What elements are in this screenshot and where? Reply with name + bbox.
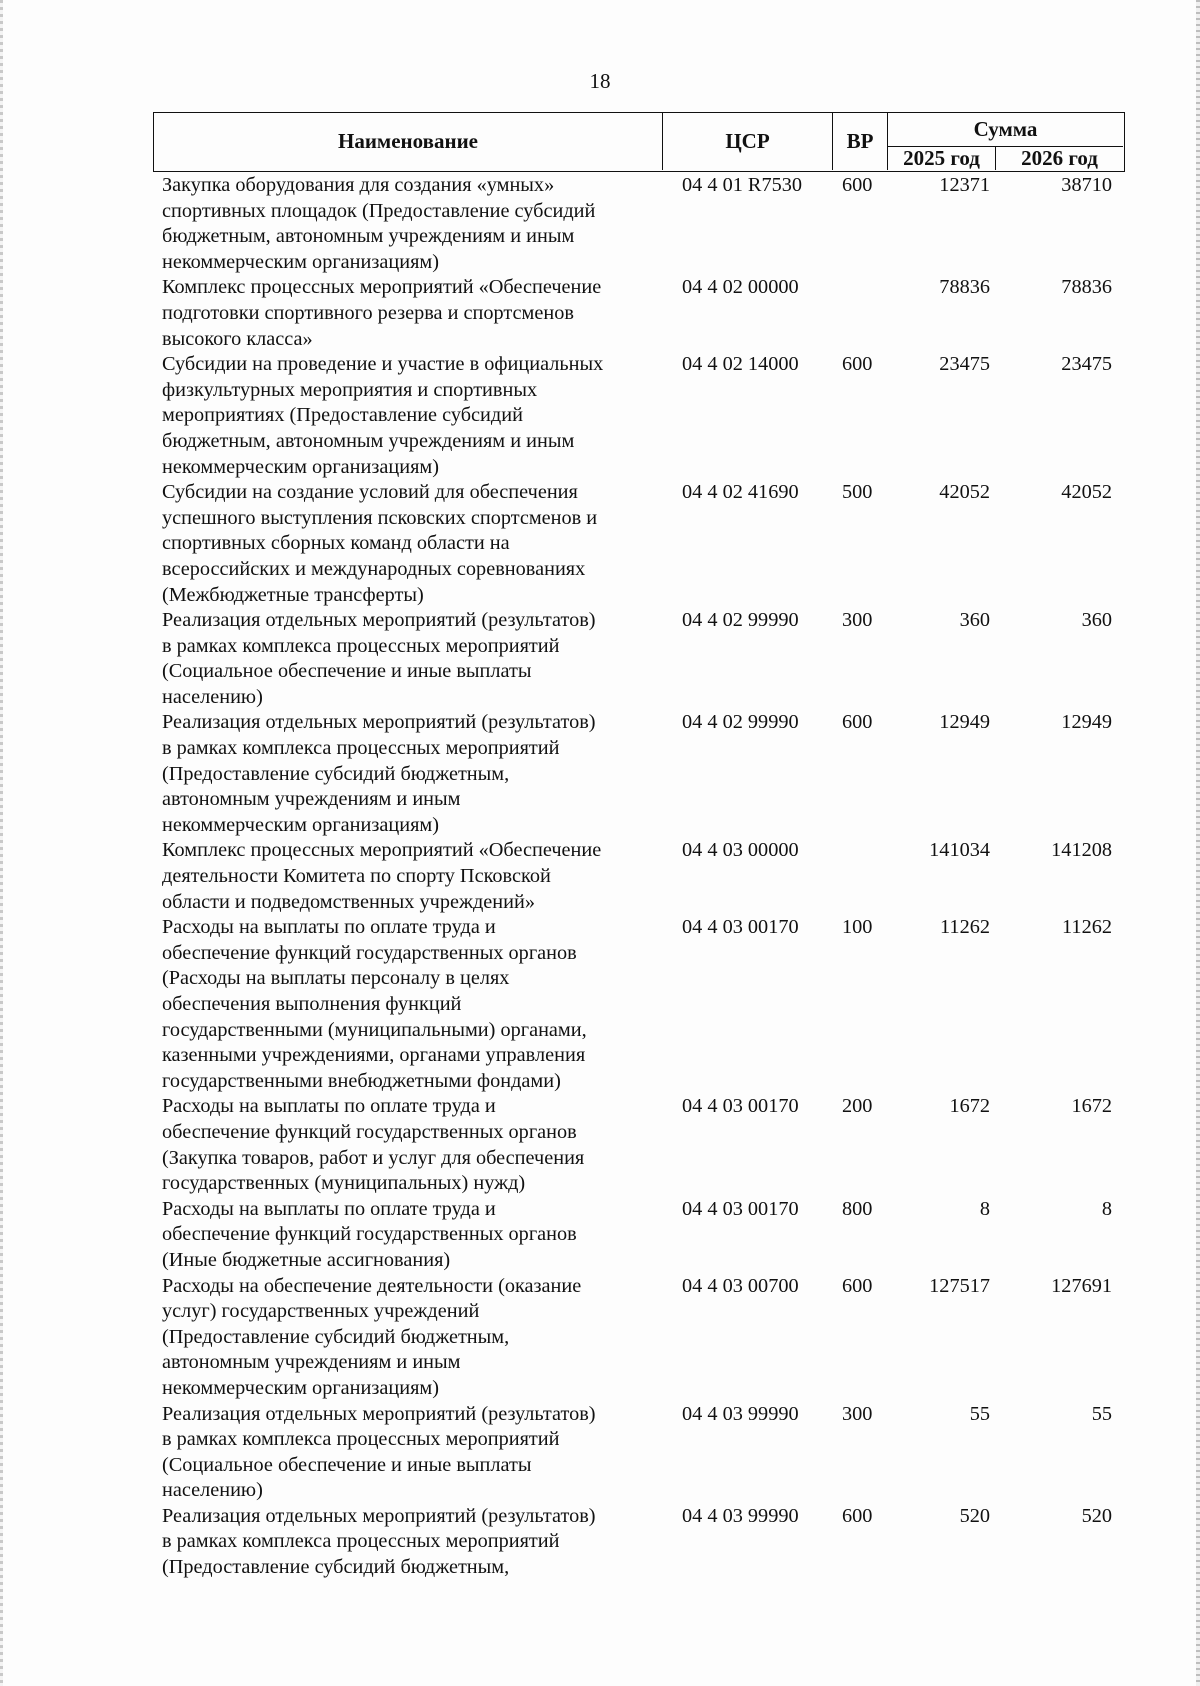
- row-name-line: подготовки спортивного резерва и спортсменов: [162, 301, 574, 324]
- row-name-line: некоммерческим организациям): [162, 813, 440, 836]
- row-name-line: (Предоставление субсидий бюджетным,: [162, 762, 510, 785]
- row-name: [162, 608, 656, 710]
- row-name: [162, 173, 656, 275]
- row-name-line: (Предоставление субсидий бюджетным,: [162, 1556, 510, 1579]
- row-name-line: Расходы на выплаты по оплате труда и: [162, 1095, 496, 1118]
- row-csr: 04 4 02 99990: [682, 609, 799, 632]
- header-csr: ЦСР: [663, 113, 833, 170]
- row-sum-2025: 55: [969, 1402, 990, 1425]
- row-name-line: в рамках комплекса процессных мероприятий: [162, 737, 560, 760]
- row-vr: 600: [842, 174, 873, 196]
- table-row: [162, 1197, 1112, 1274]
- table-row: [162, 1094, 1112, 1196]
- row-csr: 04 4 03 00170: [682, 1197, 799, 1220]
- row-sum-2026: 520: [1081, 1504, 1112, 1527]
- row-sum-2026: 38710: [1061, 174, 1112, 196]
- row-sum-2025: 520: [959, 1504, 990, 1527]
- row-name-line: Закупка оборудования для создания «умных»: [162, 174, 555, 196]
- row-sum-2026: 42052: [1061, 481, 1112, 504]
- row-vr: 600: [842, 1504, 873, 1527]
- table-row: [162, 1274, 1112, 1402]
- table-row: [162, 710, 1112, 838]
- table-row: [162, 1402, 1112, 1504]
- row-sum-2025: 78836: [939, 276, 990, 299]
- row-vr: 200: [842, 1095, 873, 1118]
- row-csr: 04 4 03 00000: [682, 839, 799, 862]
- row-name-line: обеспечения выполнения функций: [162, 993, 462, 1015]
- row-csr: 04 4 02 41690: [682, 481, 799, 504]
- row-sum-2026: 78836: [1061, 276, 1112, 299]
- row-name-line: обеспечение функций государственных органов: [162, 941, 577, 964]
- row-name-line: в рамках комплекса процессных мероприятий: [162, 634, 560, 657]
- row-name-line: казенными учреждениями, органами управления: [162, 1044, 586, 1067]
- row-vr: 300: [842, 609, 873, 632]
- row-name-line: мероприятиях (Предоставление субсидий: [162, 404, 523, 427]
- row-sum-2026: 8: [1101, 1197, 1112, 1220]
- row-name-line: в рамках комплекса процессных мероприятий: [162, 1530, 560, 1553]
- row-name-line: всероссийских и международных соревнованиях: [162, 557, 586, 580]
- row-sum-2025: 12371: [939, 174, 990, 196]
- row-name-line: в рамках комплекса процессных мероприятий: [162, 1428, 560, 1451]
- row-csr: 04 4 01 R7530: [682, 174, 803, 196]
- row-name-line: Реализация отдельных мероприятий (результатов): [162, 1402, 596, 1425]
- row-vr: 800: [842, 1197, 873, 1220]
- row-name-line: некоммерческим организациям): [162, 250, 440, 273]
- row-csr: 04 4 03 00170: [682, 1095, 799, 1118]
- row-name-line: автономным учреждениям и иным: [162, 788, 461, 811]
- row-name-line: услуг) государственных учреждений: [162, 1300, 480, 1323]
- row-name-line: Реализация отдельных мероприятий (результатов): [162, 609, 596, 632]
- row-name-line: населению): [162, 685, 263, 708]
- row-name-line: (Расходы на выплаты персоналу в целях: [162, 967, 510, 990]
- row-sum-2026: 141208: [1051, 839, 1112, 862]
- row-sum-2026: 55: [1091, 1402, 1112, 1425]
- row-name-line: Реализация отдельных мероприятий (результатов): [162, 1504, 596, 1527]
- header-year-2026: 2026 год: [1021, 146, 1098, 170]
- row-sum-2026: 23475: [1061, 353, 1112, 376]
- table-row: [162, 915, 1112, 1094]
- row-name: [162, 1274, 656, 1402]
- row-name-line: населению): [162, 1479, 263, 1502]
- row-sum-2026: 11262: [1062, 916, 1112, 939]
- row-name-line: обеспечение функций государственных органов: [162, 1120, 577, 1143]
- header-year-2025: 2025 год: [888, 147, 996, 170]
- row-name-line: Комплекс процессных мероприятий «Обеспечение: [162, 839, 602, 862]
- row-name: [162, 1197, 656, 1274]
- row-name-line: бюджетным, автономным учреждениям и иным: [162, 225, 575, 248]
- row-name-line: (Межбюджетные трансферты): [162, 583, 424, 606]
- row-sum-2026: 1672: [1071, 1095, 1112, 1118]
- row-name-line: государственных (муниципальных) нужд): [162, 1172, 526, 1195]
- row-sum-2025: 8: [979, 1197, 990, 1220]
- table-body: [162, 173, 1112, 1581]
- row-csr: 04 4 03 99990: [682, 1402, 799, 1425]
- row-name-line: успешного выступления псковских спортсменов и: [162, 506, 598, 529]
- row-csr: 04 4 02 14000: [682, 353, 799, 376]
- row-name-line: Субсидии на создание условий для обеспечения: [162, 481, 578, 504]
- row-sum-2025: 11262: [940, 916, 990, 939]
- row-name: [162, 710, 656, 838]
- row-name-line: Расходы на выплаты по оплате труда и: [162, 916, 496, 939]
- row-sum-2026: 127691: [1051, 1274, 1112, 1297]
- row-name-line: спортивных сборных команд области на: [162, 532, 510, 555]
- table-row: [162, 838, 1112, 915]
- row-name: [162, 480, 656, 608]
- table-row: [162, 1504, 1112, 1581]
- row-name-line: спортивных площадок (Предоставление субсидий: [162, 199, 596, 222]
- row-sum-2025: 360: [959, 609, 990, 632]
- row-name-line: государственными (муниципальными) органами,: [162, 1018, 587, 1041]
- row-name-line: (Закупка товаров, работ и услуг для обеспечения: [162, 1146, 585, 1169]
- row-name: [162, 1402, 656, 1504]
- row-name: [162, 1094, 656, 1196]
- row-name: [162, 838, 656, 915]
- row-sum-2026: 12949: [1061, 711, 1112, 734]
- row-csr: 04 4 03 00170: [682, 916, 799, 939]
- row-name-line: бюджетным, автономным учреждениям и иным: [162, 429, 575, 452]
- row-name-line: высокого класса»: [162, 327, 313, 350]
- scan-edge-right: [1196, 0, 1200, 1686]
- row-sum-2025: 141034: [929, 839, 990, 862]
- row-name-line: физкультурных мероприятия и спортивных: [162, 378, 538, 401]
- row-csr: 04 4 03 99990: [682, 1504, 799, 1527]
- header-sum: Сумма: [888, 113, 1123, 147]
- row-name-line: Расходы на выплаты по оплате труда и: [162, 1197, 496, 1220]
- row-sum-2025: 23475: [939, 353, 990, 376]
- page-number: 18: [589, 69, 611, 93]
- table-header: [153, 112, 1125, 172]
- row-name-line: (Предоставление субсидий бюджетным,: [162, 1325, 510, 1348]
- row-name: [162, 1504, 656, 1581]
- row-vr: 100: [842, 916, 873, 939]
- table-row: [162, 275, 1112, 352]
- row-name-line: (Социальное обеспечение и иные выплаты: [162, 660, 532, 683]
- row-name-line: (Иные бюджетные ассигнования): [162, 1248, 451, 1271]
- row-name-line: Комплекс процессных мероприятий «Обеспечение: [162, 276, 602, 299]
- row-name-line: Расходы на обеспечение деятельности (оказание: [162, 1274, 582, 1297]
- row-vr: 600: [842, 353, 873, 376]
- header-name: Наименование: [154, 113, 663, 170]
- row-sum-2025: 12949: [939, 711, 990, 734]
- row-name: [162, 915, 656, 1094]
- scan-edge-left: [0, 0, 3, 1686]
- row-name-line: некоммерческим организациям): [162, 1376, 440, 1399]
- row-vr: 600: [842, 711, 873, 734]
- table-row: [162, 480, 1112, 608]
- header-vr: ВР: [833, 113, 888, 170]
- row-vr: 500: [842, 481, 873, 504]
- row-name-line: (Социальное обеспечение и иные выплаты: [162, 1453, 532, 1476]
- row-name: [162, 352, 656, 480]
- row-name-line: автономным учреждениям и иным: [162, 1351, 461, 1374]
- row-sum-2026: 360: [1081, 609, 1112, 632]
- row-vr: 300: [842, 1402, 873, 1425]
- row-name-line: государственными внебюджетными фондами): [162, 1069, 561, 1092]
- row-name-line: Реализация отдельных мероприятий (результатов): [162, 711, 596, 734]
- row-csr: 04 4 02 99990: [682, 711, 799, 734]
- row-sum-2025: 1672: [949, 1095, 990, 1118]
- row-sum-2025: 127517: [929, 1274, 990, 1297]
- table-row: [162, 173, 1112, 275]
- row-name-line: Субсидии на проведение и участие в официальных: [162, 353, 604, 376]
- row-name-line: обеспечение функций государственных органов: [162, 1223, 577, 1246]
- row-name-line: области и подведомственных учреждений»: [162, 890, 536, 913]
- row-name: [162, 275, 656, 352]
- row-name-line: некоммерческим организациям): [162, 455, 440, 478]
- table-row: [162, 352, 1112, 480]
- row-name-line: деятельности Комитета по спорту Псковской: [162, 865, 551, 888]
- row-sum-2025: 42052: [939, 481, 990, 504]
- table-row: [162, 608, 1112, 710]
- row-csr: 04 4 03 00700: [682, 1274, 799, 1297]
- row-vr: 600: [842, 1274, 873, 1297]
- row-csr: 04 4 02 00000: [682, 276, 799, 299]
